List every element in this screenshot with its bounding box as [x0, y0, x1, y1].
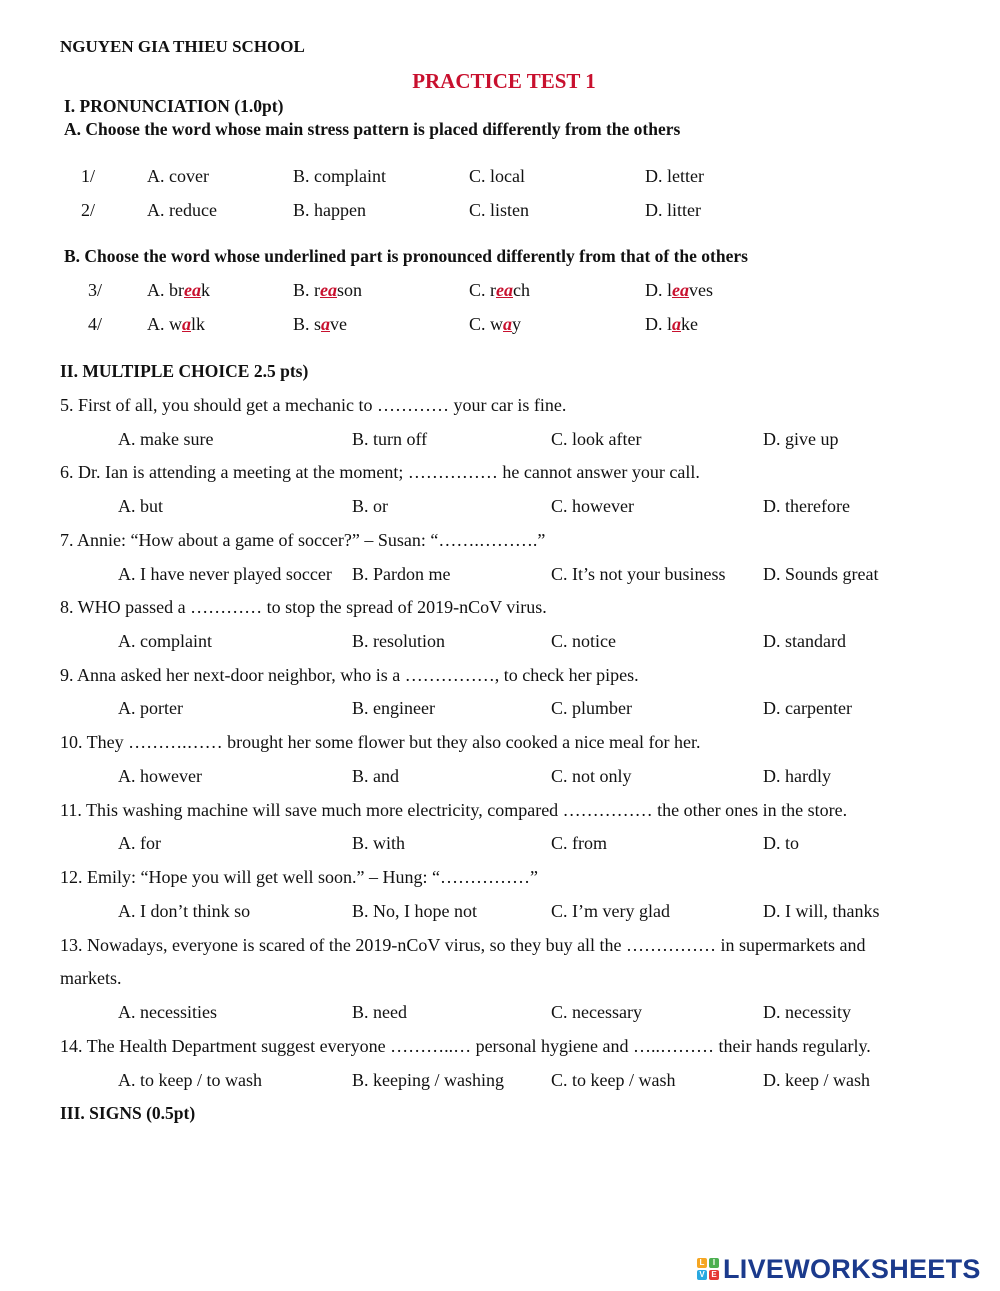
option-d[interactable]: D. letter: [645, 166, 704, 186]
page-title: PRACTICE TEST 1: [412, 69, 596, 93]
option-b[interactable]: B. resolution: [352, 631, 445, 651]
option-b[interactable]: B. or: [352, 496, 388, 516]
school-name: NGUYEN GIA THIEU SCHOOL: [60, 37, 305, 56]
question-number: 2/: [81, 200, 96, 220]
option-a[interactable]: A. complaint: [118, 631, 212, 651]
underlined-part: ea: [672, 280, 689, 300]
underlined-part: a: [321, 314, 331, 334]
option-d[interactable]: [645, 280, 713, 301]
option-d[interactable]: D. to: [763, 833, 799, 853]
option-c[interactable]: C. local: [469, 166, 525, 186]
option-c[interactable]: C. notice: [551, 631, 616, 651]
section-multiple-choice-heading: II. MULTIPLE CHOICE 2.5 pts): [60, 361, 309, 381]
option-a[interactable]: [147, 280, 210, 301]
options-row: [0, 698, 1000, 722]
question-number: 3/: [88, 280, 103, 300]
underlined-part: a: [672, 314, 681, 334]
option-c[interactable]: C. listen: [469, 200, 530, 220]
option-text: D. l: [645, 280, 672, 300]
option-text: y: [512, 314, 522, 334]
option-d[interactable]: D. Sounds great: [763, 564, 879, 584]
underlined-part: a: [182, 314, 191, 334]
section-pronunciation-heading: I. PRONUNCIATION (1.0pt): [64, 96, 284, 116]
underlined-part: ea: [320, 280, 337, 300]
question-text: 7. Annie: “How about a game of soccer?” – Susan: “…….……….”: [60, 530, 546, 550]
option-b[interactable]: B. and: [352, 766, 399, 786]
option-c[interactable]: C. It’s not your business: [551, 564, 726, 584]
option-b[interactable]: B. Pardon me: [352, 564, 451, 584]
option-a[interactable]: A. cover: [147, 166, 209, 186]
options-row: [0, 1002, 1000, 1026]
option-text: B. r: [293, 280, 320, 300]
question-row: [0, 314, 1000, 338]
options-row: [0, 901, 1000, 925]
options-row: [0, 1070, 1000, 1094]
option-b[interactable]: B. turn off: [352, 429, 428, 449]
question-number: 1/: [81, 166, 96, 186]
section-signs-heading: III. SIGNS (0.5pt): [60, 1103, 196, 1123]
option-c[interactable]: [469, 280, 530, 301]
question-text: 6. Dr. Ian is attending a meeting at the moment; …………… he cannot answer your call.: [60, 462, 700, 482]
option-c[interactable]: C. however: [551, 496, 634, 516]
option-text: C. w: [469, 314, 504, 334]
option-d[interactable]: D. carpenter: [763, 698, 852, 718]
option-text: ke: [681, 314, 698, 334]
option-a[interactable]: [147, 314, 205, 335]
question-text: 13. Nowadays, everyone is scared of the 2019-nCoV virus, so they buy all the …………… in supermarkets and: [60, 935, 866, 955]
options-row: [0, 631, 1000, 655]
options-row: [0, 564, 1000, 588]
option-a[interactable]: A. necessities: [118, 1002, 217, 1022]
options-row: [0, 766, 1000, 790]
question-row: [0, 200, 1000, 224]
option-a[interactable]: A. reduce: [147, 200, 217, 220]
option-a[interactable]: A. but: [118, 496, 163, 516]
underlined-part: ea: [496, 280, 513, 300]
option-a[interactable]: A. make sure: [118, 429, 214, 449]
option-text: ch: [513, 280, 530, 300]
option-text: C. r: [469, 280, 496, 300]
option-b[interactable]: [293, 280, 362, 301]
question-text: 10. They ……….…… brought her some flower but they also cooked a nice meal for her.: [60, 732, 701, 752]
option-c[interactable]: C. necessary: [551, 1002, 642, 1022]
option-a[interactable]: A. however: [118, 766, 202, 786]
option-c[interactable]: C. look after: [551, 429, 642, 449]
logo-text: LIVEWORKSHEETS: [723, 1253, 981, 1284]
option-c[interactable]: C. plumber: [551, 698, 632, 718]
options-row: [0, 833, 1000, 857]
option-c[interactable]: C. from: [551, 833, 607, 853]
question-row: [0, 166, 1000, 190]
option-d[interactable]: D. necessity: [763, 1002, 851, 1022]
option-d[interactable]: D. standard: [763, 631, 846, 651]
question-number: 4/: [88, 314, 103, 334]
option-b[interactable]: B. No, I hope not: [352, 901, 477, 921]
option-d[interactable]: D. litter: [645, 200, 701, 220]
option-b[interactable]: B. keeping / washing: [352, 1070, 504, 1090]
option-b[interactable]: B. complaint: [293, 166, 386, 186]
question-text: 12. Emily: “Hope you will get well soon.” – Hung: “……………”: [60, 867, 538, 887]
option-d[interactable]: [645, 314, 698, 335]
option-text: A. br: [147, 280, 184, 300]
option-a[interactable]: A. to keep / to wash: [118, 1070, 262, 1090]
logo-mark-icon: [697, 1258, 719, 1280]
logo-letter: I: [709, 1258, 719, 1268]
option-d[interactable]: D. I will, thanks: [763, 901, 880, 921]
option-b[interactable]: [293, 314, 347, 335]
option-b[interactable]: B. with: [352, 833, 406, 853]
liveworksheets-logo: [697, 1253, 981, 1285]
question-text: 14. The Health Department suggest everyone ………..… personal hygiene and …..……… their hands regularly.: [60, 1036, 871, 1056]
part-b-instruction: B. Choose the word whose underlined part is pronounced differently from that of the others: [64, 246, 748, 266]
question-text: 8. WHO passed a ………… to stop the spread of 2019-nCoV virus.: [60, 597, 547, 617]
options-row: [0, 429, 1000, 453]
option-a[interactable]: A. for: [118, 833, 161, 853]
option-a[interactable]: A. I don’t think so: [118, 901, 251, 921]
underlined-part: a: [503, 314, 513, 334]
option-d[interactable]: D. hardly: [763, 766, 831, 786]
logo-letter: E: [709, 1270, 719, 1280]
option-text: B. s: [293, 314, 322, 334]
question-text: 11. This washing machine will save much more electricity, compared …………… the other ones in the store.: [60, 800, 848, 820]
option-text: ve: [330, 314, 348, 334]
option-text: k: [201, 280, 210, 300]
option-a[interactable]: A. I have never played soccer: [118, 564, 332, 584]
logo-letter: V: [697, 1270, 707, 1280]
option-d[interactable]: D. give up: [763, 429, 839, 449]
question-text: 9. Anna asked her next-door neighbor, who is a ……………, to check her pipes.: [60, 665, 639, 685]
option-a[interactable]: A. porter: [118, 698, 183, 718]
question-text-continued: markets.: [60, 968, 122, 988]
options-row: [0, 496, 1000, 520]
logo-letter: L: [697, 1258, 707, 1268]
option-b[interactable]: B. need: [352, 1002, 407, 1022]
option-c[interactable]: [469, 314, 521, 335]
option-d[interactable]: D. keep / wash: [763, 1070, 870, 1090]
option-d[interactable]: D. therefore: [763, 496, 850, 516]
option-text: lk: [191, 314, 206, 334]
part-a-instruction: A. Choose the word whose main stress pattern is placed differently from the others: [64, 119, 681, 139]
option-b[interactable]: B. engineer: [352, 698, 435, 718]
question-text: 5. First of all, you should get a mechanic to ………… your car is fine.: [60, 395, 567, 415]
option-b[interactable]: B. happen: [293, 200, 366, 220]
option-text: ves: [689, 280, 713, 300]
option-text: D. l: [645, 314, 672, 334]
option-text: son: [337, 280, 363, 300]
option-text: A. w: [147, 314, 182, 334]
option-c[interactable]: C. I’m very glad: [551, 901, 670, 921]
underlined-part: ea: [184, 280, 201, 300]
question-row: [0, 280, 1000, 304]
option-c[interactable]: C. to keep / wash: [551, 1070, 676, 1090]
option-c[interactable]: C. not only: [551, 766, 632, 786]
